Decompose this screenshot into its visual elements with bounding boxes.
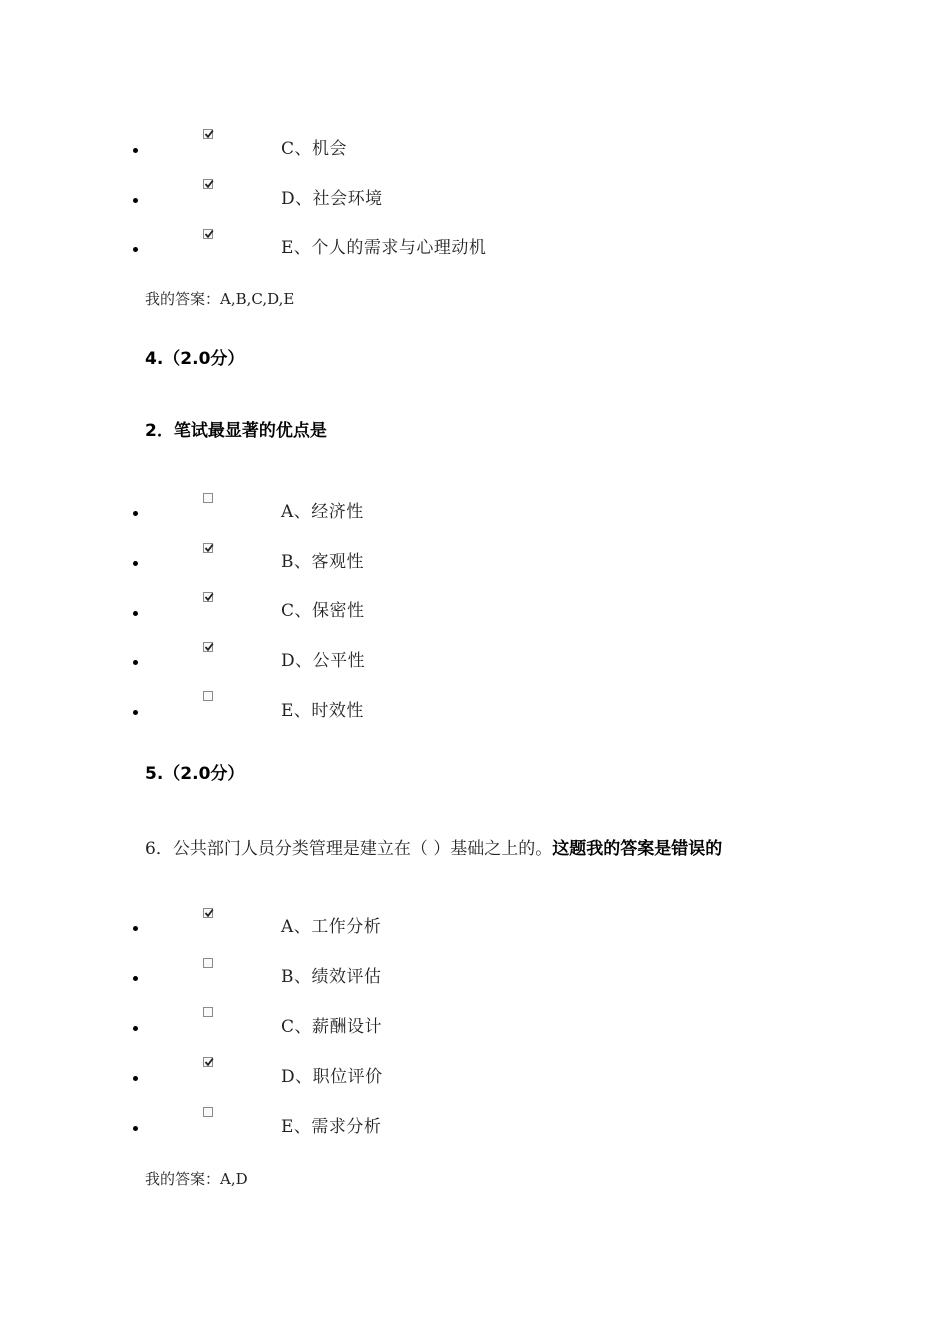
option-label: B、绩效评估 xyxy=(281,967,382,987)
option-checkbox[interactable] xyxy=(203,908,213,918)
option-checkbox[interactable] xyxy=(203,958,213,968)
list-bullet xyxy=(133,611,138,616)
check-icon xyxy=(204,543,214,553)
my-answer: 我的答案：A,B,C,D,E xyxy=(145,290,295,308)
my-answer: 我的答案：A,D xyxy=(145,1170,248,1188)
option-checkbox[interactable] xyxy=(203,179,213,189)
check-icon xyxy=(204,129,214,139)
question-note: 这题我的答案是错误的 xyxy=(552,839,723,859)
list-bullet xyxy=(133,148,138,153)
option-checkbox[interactable] xyxy=(203,642,213,652)
list-bullet xyxy=(133,1076,138,1081)
list-bullet xyxy=(133,561,138,566)
list-bullet xyxy=(133,1126,138,1131)
option-label: C、薪酬设计 xyxy=(281,1017,383,1037)
list-bullet xyxy=(133,1026,138,1031)
list-bullet xyxy=(133,247,138,252)
list-bullet xyxy=(133,926,138,931)
check-icon xyxy=(204,229,214,239)
option-checkbox[interactable] xyxy=(203,229,213,239)
option-label: E、需求分析 xyxy=(281,1117,382,1137)
option-label: E、个人的需求与心理动机 xyxy=(281,238,487,258)
question-text: 2．笔试最显著的优点是 xyxy=(145,421,327,441)
option-checkbox[interactable] xyxy=(203,1107,213,1117)
question-text xyxy=(145,834,722,859)
option-label: D、职位评价 xyxy=(281,1067,383,1087)
check-icon xyxy=(204,1057,214,1067)
check-icon xyxy=(204,642,214,652)
option-checkbox[interactable] xyxy=(203,1007,213,1017)
list-bullet xyxy=(133,511,138,516)
question-header: 5.（2.0分） xyxy=(145,764,245,784)
list-bullet xyxy=(133,710,138,715)
option-label: D、社会环境 xyxy=(281,189,383,209)
option-label: A、工作分析 xyxy=(281,917,382,937)
option-label: E、时效性 xyxy=(281,701,364,721)
option-label: A、经济性 xyxy=(281,502,364,522)
option-checkbox[interactable] xyxy=(203,129,213,139)
option-label: D、公平性 xyxy=(281,651,366,671)
question-header: 4.（2.0分） xyxy=(145,349,245,369)
check-icon xyxy=(204,179,214,189)
question-body: 6．公共部门人员分类管理是建立在（ ）基础之上的。 xyxy=(145,839,553,859)
list-bullet xyxy=(133,198,138,203)
option-label: C、保密性 xyxy=(281,601,365,621)
list-bullet xyxy=(133,660,138,665)
option-label: B、客观性 xyxy=(281,552,364,572)
option-checkbox[interactable] xyxy=(203,543,213,553)
list-bullet xyxy=(133,976,138,981)
check-icon xyxy=(204,592,214,602)
option-checkbox[interactable] xyxy=(203,592,213,602)
option-checkbox[interactable] xyxy=(203,691,213,701)
check-icon xyxy=(204,908,214,918)
option-checkbox[interactable] xyxy=(203,493,213,503)
option-label: C、机会 xyxy=(281,139,348,159)
option-checkbox[interactable] xyxy=(203,1057,213,1067)
